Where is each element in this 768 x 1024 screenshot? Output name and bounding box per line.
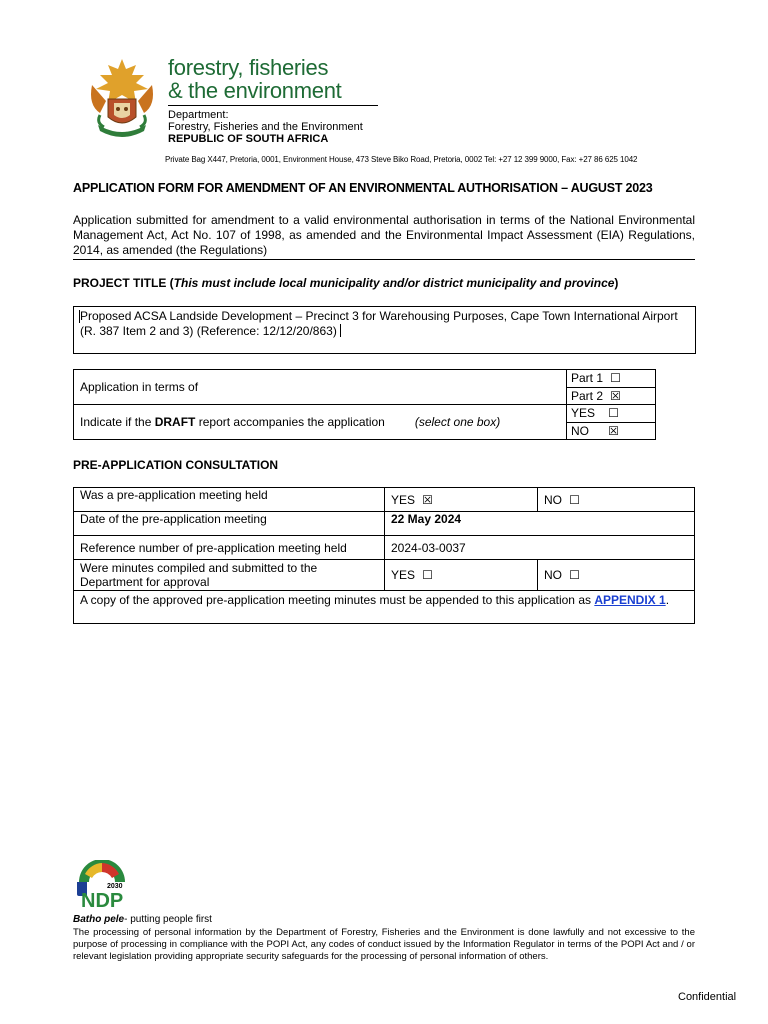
country-name: REPUBLIC OF SOUTH AFRICA (168, 133, 329, 145)
draft-suffix: report accompanies the application (195, 415, 385, 429)
minutes-yes-checkbox[interactable]: ☐ (422, 568, 433, 582)
meeting-yes-checkbox[interactable]: ☒ (422, 492, 433, 507)
project-title-heading (73, 276, 618, 290)
part1-option[interactable] (567, 370, 656, 388)
appendix-1-link[interactable]: APPENDIX 1 (594, 593, 666, 607)
department-label: Department: (168, 109, 229, 121)
brand-name-line1: forestry, fisheries (168, 55, 329, 80)
draft-yes-checkbox[interactable]: ☐ (608, 406, 619, 421)
ndp-text: NDP (81, 890, 124, 910)
meeting-no-checkbox[interactable]: ☐ (569, 492, 580, 507)
draft-hint: (select one box) (414, 415, 501, 429)
application-terms-table (73, 369, 656, 440)
intro-divider (73, 259, 695, 260)
minutes-no-option[interactable] (538, 560, 695, 591)
project-title-text (80, 309, 688, 339)
draft-bold: DRAFT (154, 415, 196, 429)
draft-yes-label: YES (571, 406, 596, 421)
meeting-date-value[interactable]: 22 May 2024 (385, 512, 695, 536)
part2-label: Part 2 (571, 388, 604, 403)
appendix-note (74, 591, 695, 624)
department-name: Forestry, Fisheries and the Environment (168, 121, 363, 133)
privacy-notice: The processing of personal information by the Department of Forestry, Fisheries and the Environment is done lawfully and not excessive to the purpose of processing in compliance with the POPI Act, any codes of conduct issued by the Information Regulator in terms of the POPI Act and / or relevant legislation providing appropriate security safeguards for the processing of personal information of others. (73, 927, 695, 962)
draft-no-label: NO (571, 423, 589, 438)
project-title-field[interactable] (73, 306, 696, 354)
meeting-yes-option[interactable] (385, 488, 538, 512)
department-address: Private Bag X447, Pretoria, 0001, Environment House, 473 Steve Biko Road, Pretoria, 0002 Tel: +27 12 399 9000, Fax: +27 86 625 1042 (165, 155, 638, 164)
application-terms-label: Application in terms of (74, 370, 567, 405)
draft-yes-option[interactable] (567, 405, 656, 423)
batho-pele-line (73, 914, 212, 926)
draft-no-checkbox[interactable]: ☒ (608, 423, 619, 438)
minutes-no-label: NO (544, 568, 562, 582)
brand-divider (168, 105, 378, 106)
ndp-2030-logo-icon (75, 860, 129, 910)
intro-paragraph: Application submitted for amendment to a valid environmental authorisation in terms of the National Environmental Management Act, Act No. 107 of 1998, as amended and the Environmental Impact Assessment (EIA) Regulations, 2014, as amended (the Regulations) (73, 213, 695, 257)
pre-application-heading: PRE-APPLICATION CONSULTATION (73, 458, 279, 472)
meeting-ref-value[interactable]: 2024-03-0037 (385, 536, 695, 560)
part1-label: Part 1 (571, 371, 604, 386)
minutes-label: Were minutes compiled and submitted to the Department for approval (74, 560, 385, 591)
confidential-label: Confidential (678, 991, 737, 1003)
minutes-no-checkbox[interactable]: ☐ (569, 568, 580, 582)
part2-checkbox[interactable]: ☒ (610, 388, 621, 403)
part1-checkbox[interactable]: ☐ (610, 371, 621, 386)
ndp-year: 2030 (107, 883, 123, 890)
form-title: APPLICATION FORM FOR AMENDMENT OF AN ENVIRONMENTAL AUTHORISATION – AUGUST 2023 (73, 181, 653, 195)
part2-option[interactable] (567, 387, 656, 405)
batho-pele-rest: - putting people first (124, 914, 212, 925)
coat-of-arms-icon (86, 55, 158, 141)
meeting-held-label: Was a pre-application meeting held (74, 488, 385, 512)
brand-name-line2: & the environment (168, 78, 342, 103)
pre-application-table (73, 487, 695, 624)
meeting-yes-label: YES (391, 492, 416, 507)
minutes-yes-label: YES (391, 568, 416, 582)
meeting-ref-label: Reference number of pre-application meeting held (74, 536, 385, 560)
appendix-note-end: . (665, 593, 670, 607)
project-title-value: Proposed ACSA Landside Development – Precinct 3 for Warehousing Purposes, Cape Town International Airport (R. 387 Item 2 and 3) (Reference: 12/12/20/863) (80, 309, 678, 338)
project-heading-hint: This must include local municipality and/or district municipality and province (173, 276, 615, 290)
draft-no-option[interactable] (567, 422, 656, 440)
meeting-date-label: Date of the pre-application meeting (74, 512, 385, 536)
meeting-no-label: NO (544, 492, 562, 507)
draft-report-label (74, 405, 567, 440)
draft-prefix: Indicate if the (80, 415, 155, 429)
project-heading-text: PROJECT TITLE ( (73, 276, 174, 290)
appendix-note-text: A copy of the approved pre-application meeting minutes must be appended to this application as (80, 593, 595, 607)
minutes-yes-option[interactable] (385, 560, 538, 591)
meeting-no-option[interactable] (538, 488, 695, 512)
text-caret-end (340, 324, 341, 337)
batho-pele-bold: Batho pele (73, 914, 125, 925)
project-heading-end: ) (614, 276, 619, 290)
